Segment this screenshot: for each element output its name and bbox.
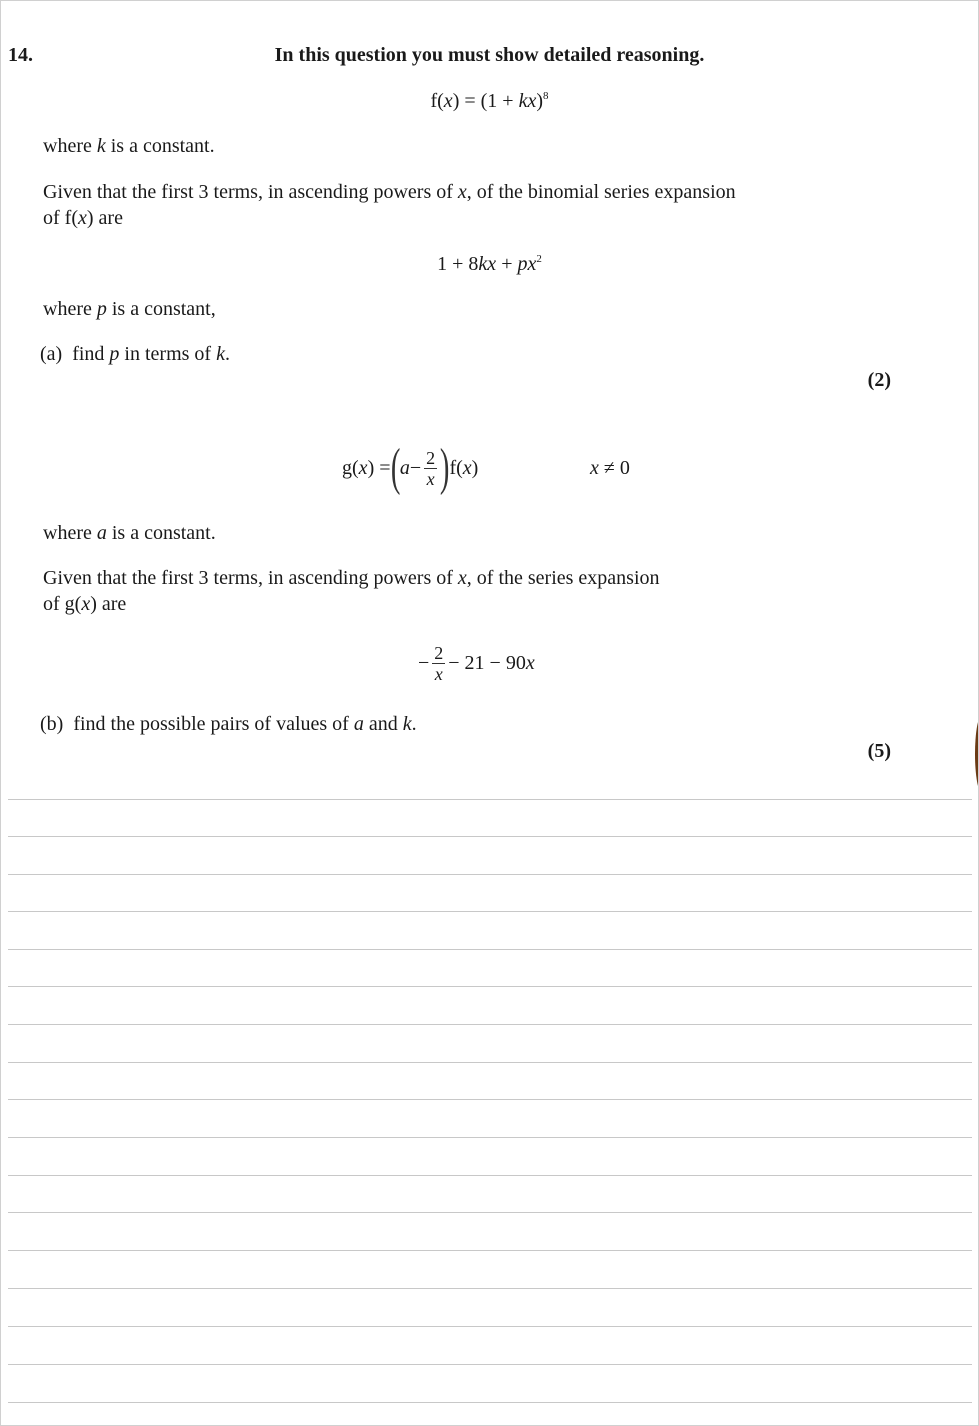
answer-line[interactable] [8,949,972,950]
answer-line[interactable] [8,911,972,912]
question-number: 14. [8,44,33,66]
g-series: − $\frac{2}{x}$ − 21 − 90 x [418,642,535,684]
given-g-line-2: of g(x) are [43,593,127,615]
where-p-text: where p is a constant, [43,298,216,320]
g-series-fraction: $\frac{2}{x}$ [434,642,444,684]
answer-line[interactable] [8,1062,972,1063]
where-a-text: where a is a constant. [43,522,216,544]
part-b-label: (b) [40,713,64,735]
part-a-label: (a) [40,343,63,365]
edge-shadow [975,715,979,793]
marks-a: (2) [867,369,891,391]
answer-line[interactable] [8,1212,972,1213]
answer-line[interactable] [8,1402,972,1403]
marks-b: (5) [867,740,891,762]
given-f-line-2: of f(x) are [43,207,123,229]
left-paren: ( [390,439,400,496]
answer-line[interactable] [8,1175,972,1176]
answer-line[interactable] [8,799,972,800]
answer-line[interactable] [8,1024,972,1025]
answer-line[interactable] [8,1137,972,1138]
f-definition: f(x) = (1 + kx)$^8$ [430,90,549,112]
given-f-line-1: Given that the first 3 terms, in ascending powers of x, of the binomial series expansion [43,181,736,203]
answer-line[interactable] [8,874,972,875]
given-g-line-1: Given that the first 3 terms, in ascending powers of x, of the series expansion [43,567,660,589]
answer-line[interactable] [8,986,972,987]
answer-line[interactable] [8,1250,972,1251]
answer-line[interactable] [8,1364,972,1365]
question-heading: In this question you must show detailed reasoning. [274,44,705,66]
right-paren: ) [440,439,450,496]
answer-line[interactable] [8,1099,972,1100]
part-b: (b) find the possible pairs of values of a and k. [40,713,417,735]
g-definition: g( x ) = ( a − $\frac{2}{x}$ ) f( x ) [342,439,479,496]
answer-line[interactable] [8,836,972,837]
f-series: $1 + 8kx + px^2$ [437,253,542,275]
where-k-text: where k is a constant. [43,135,215,157]
g-condition: x ≠ 0 [590,457,630,479]
answer-line[interactable] [8,1326,972,1327]
two-over-x-fraction: $\frac{2}{x}$ [426,447,436,489]
answer-line[interactable] [8,1288,972,1289]
part-a: (a) find p in terms of k. [40,343,230,365]
